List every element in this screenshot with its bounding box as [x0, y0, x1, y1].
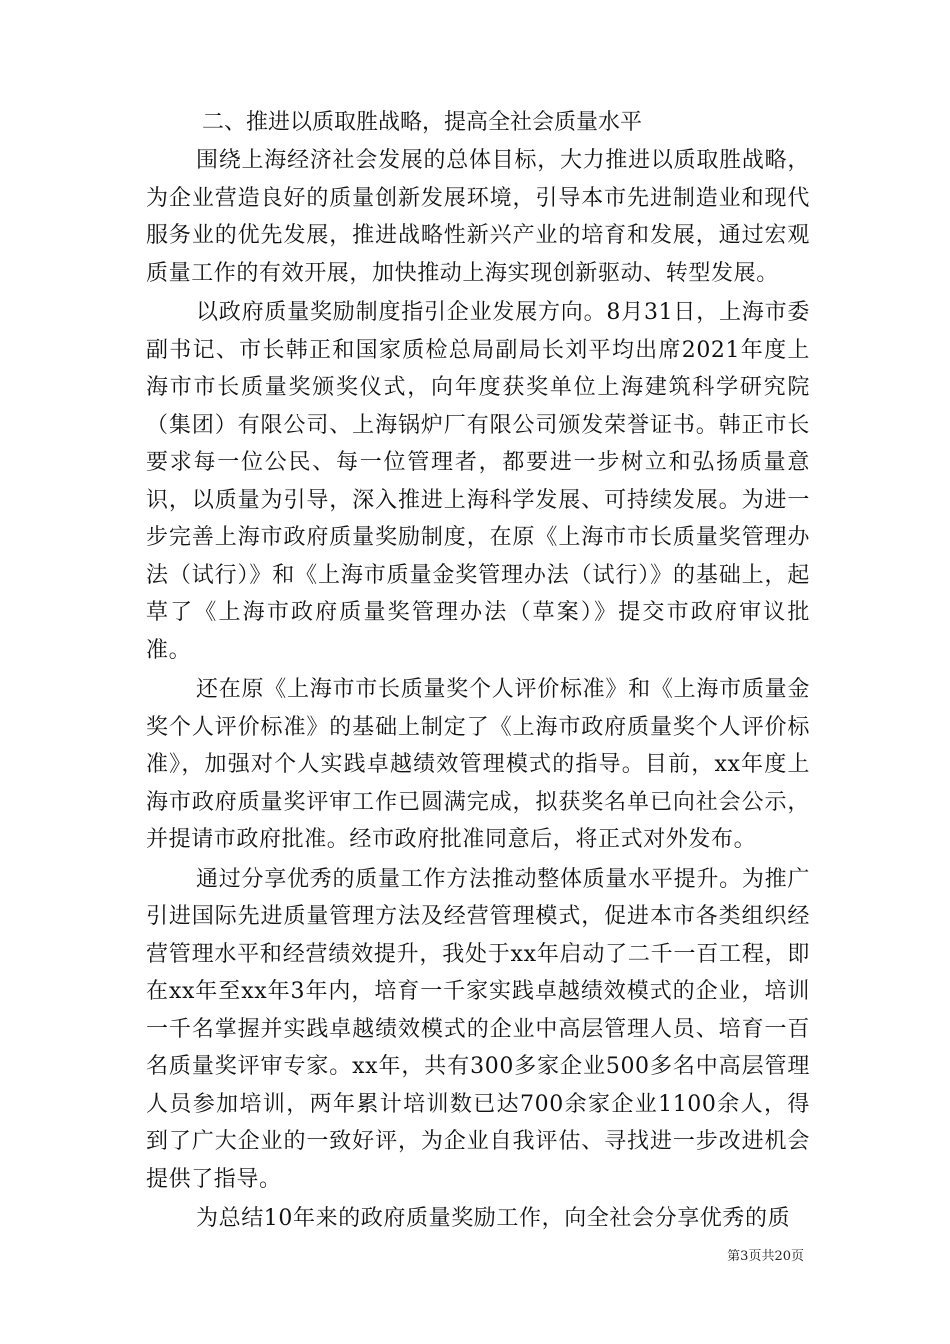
paragraph-ten-year-summary: 为总结10年来的政府质量奖励工作，向全社会分享优秀的质 — [196, 1206, 791, 1231]
paragraph-personal-evaluation-standard: 还在原《上海市市长质量奖个人评价标准》和《上海市质量金奖个人评价标准》的基础上制定了《上海市政府质量奖个人评价标准》，加强对个人实践卓越绩效管理模式的指导。目前，xx年度上海市政府质量奖评审工作已圆满完成，拟获奖名单已向社会公示，并提请市政府批准。经市政府批准同意后，将正式对外发布。 — [146, 677, 810, 852]
paragraph-overview: 围绕上海经济社会发展的总体目标，大力推进以质取胜战略，为企业营造良好的质量创新发展环境，引导本市先进制造业和现代服务业的优先发展，推进战略性新兴产业的培育和发展，通过宏观质量工作的有效开展，加快推动上海实现创新驱动、转型发展。 — [146, 148, 810, 286]
page-number-footer: 第3页共20页 — [727, 1249, 804, 1264]
document-body — [146, 104, 810, 1238]
paragraph-quality-award-system: 以政府质量奖励制度指引企业发展方向。8月31日，上海市委副书记、市长韩正和国家质检总局副局长刘平均出席2021年度上海市市长质量奖颁奖仪式，向年度获奖单位上海建筑科学研究院（集团）有限公司、上海锅炉厂有限公司颁发荣誉证书。韩正市长要求每一位公民、每一位管理者，都要进一步树立和弘扬质量意识，以质量为引导，深入推进上海科学发展、可持续发展。为进一步完善上海市政府质量奖励制度，在原《上海市市长质量奖管理办法（试行）》和《上海市质量金奖管理办法（试行）》的基础上，起草了《上海市政府质量奖管理办法（草案）》提交市政府审议批准。 — [146, 300, 810, 663]
section-heading: 二、推进以质取胜战略，提高全社会质量水平 — [202, 110, 643, 135]
paragraph-quality-methods-sharing: 通过分享优秀的质量工作方法推动整体质量水平提升。为推广引进国际先进质量管理方法及经营管理模式，促进本市各类组织经营管理水平和经营绩效提升，我处于xx年启动了二千一百工程，即在xx年至xx年3年内，培育一千家实践卓越绩效模式的企业，培训一千名掌握并实践卓越绩效模式的企业中高层管理人员、培育一百名质量奖评审专家。xx年，共有300多家企业500多名中高层管理人员参加培训，两年累计培训数已达700余家企业1100余人，得到了广大企业的一致好评，为企业自我评估、寻找进一步改进机会提供了指导。 — [146, 866, 810, 1192]
